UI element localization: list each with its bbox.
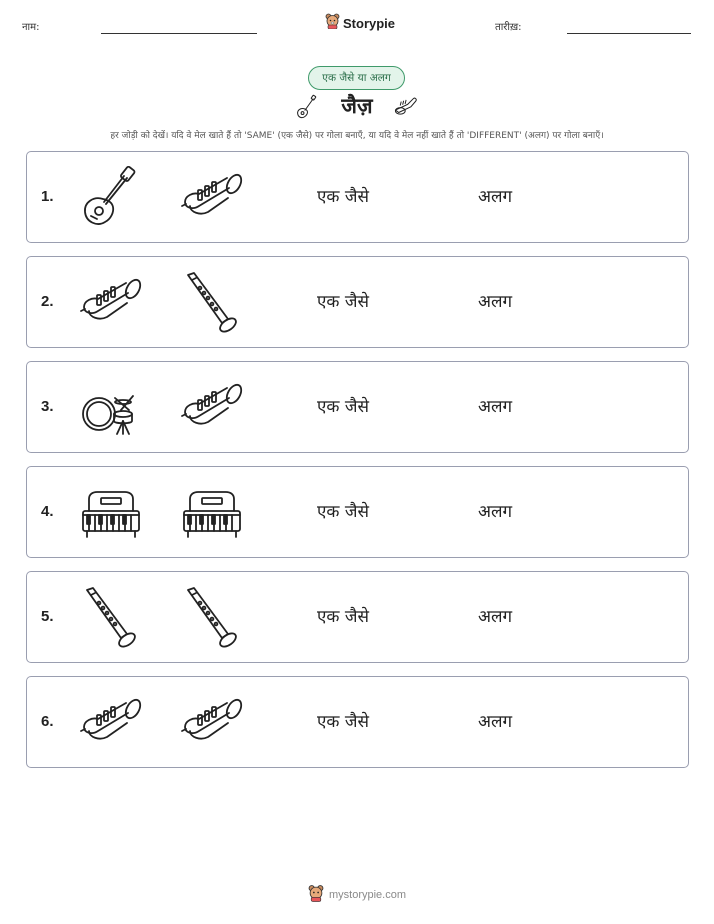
- trumpet-icon: [390, 93, 422, 123]
- different-option[interactable]: अलग: [478, 607, 513, 627]
- date-label: तारीख़:: [495, 22, 522, 33]
- pair-row: [26, 256, 689, 348]
- different-option[interactable]: अलग: [478, 187, 513, 207]
- pair-number: 3.: [41, 398, 54, 415]
- trumpet-icon: [180, 691, 244, 755]
- different-option[interactable]: अलग: [478, 292, 513, 312]
- trumpet-icon: [180, 376, 244, 440]
- same-option[interactable]: एक जैसे: [317, 397, 369, 417]
- pair-number: 2.: [41, 293, 54, 310]
- instructions-text: हर जोड़ी को देखें। यदि वे मेल खाते हैं तो 'SAME' (एक जैसे) पर गोला बनाएँ, या यदि वे मेल नहीं खाते हैं तो 'DIFFERENT' (अलग) पर गोला बनाएँ।: [110, 131, 604, 141]
- same-option[interactable]: एक जैसे: [317, 712, 369, 732]
- keyboard-icon: [180, 481, 244, 545]
- logo-text: Storypie: [343, 15, 396, 31]
- drum-kit-icon: [79, 376, 143, 440]
- storypie-logo: [325, 13, 395, 33]
- guitar-icon: [79, 166, 143, 230]
- same-option[interactable]: एक जैसे: [317, 187, 369, 207]
- pair-row: [26, 571, 689, 663]
- pair-number: 4.: [41, 503, 54, 520]
- name-label: नाम:: [22, 22, 40, 33]
- pair-row: [26, 151, 689, 243]
- pair-row: [26, 676, 689, 768]
- bear-icon: [308, 884, 324, 906]
- trumpet-icon: [180, 166, 244, 230]
- same-option[interactable]: एक जैसे: [317, 292, 369, 312]
- clarinet-icon: [180, 586, 244, 650]
- different-option[interactable]: अलग: [478, 397, 513, 417]
- same-option[interactable]: एक जैसे: [317, 607, 369, 627]
- name-line[interactable]: [101, 33, 257, 34]
- pair-row: [26, 466, 689, 558]
- bear-icon: [325, 13, 340, 33]
- pair-number: 1.: [41, 188, 54, 205]
- pair-row: [26, 361, 689, 453]
- worksheet-type-badge: एक जैसे या अलग: [308, 66, 405, 90]
- trumpet-icon: [79, 271, 143, 335]
- worksheet-title: जैज़: [341, 94, 373, 118]
- same-option[interactable]: एक जैसे: [317, 502, 369, 522]
- footer: [0, 884, 714, 906]
- pair-number: 5.: [41, 608, 54, 625]
- date-line[interactable]: [567, 33, 691, 34]
- different-option[interactable]: अलग: [478, 502, 513, 522]
- pair-number: 6.: [41, 713, 54, 730]
- keyboard-icon: [79, 481, 143, 545]
- trumpet-icon: [79, 691, 143, 755]
- clarinet-icon: [79, 586, 143, 650]
- clarinet-icon: [180, 271, 244, 335]
- footer-link[interactable]: mystorypie.com: [328, 889, 407, 901]
- different-option[interactable]: अलग: [478, 712, 513, 732]
